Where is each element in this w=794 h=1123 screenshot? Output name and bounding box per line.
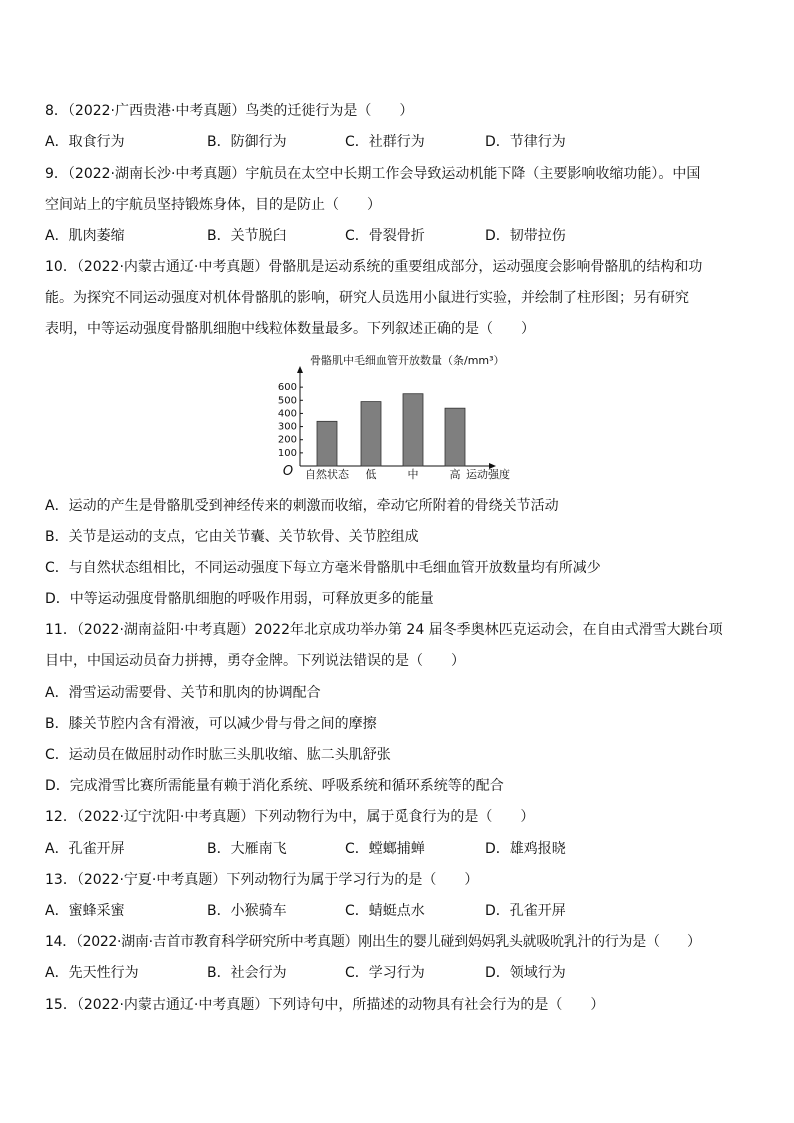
question-11-stem-line-2: 目中，中国运动员奋力拼搏，勇夺金牌。下列说法错误的是（ ） — [45, 653, 465, 669]
option-b: B．防御行为 — [207, 134, 287, 150]
question-15-stem: 15．（2022·内蒙古通辽·中考真题）下列诗句中，所描述的动物具有社会行为的是（ ） — [45, 997, 605, 1013]
question-10-stem-line-2: 能。为探究不同运动强度对机体骨骼肌的影响，研究人员选用小鼠进行实验，并绘制了柱形图；另有研究 — [45, 290, 689, 306]
x-axis-label: 运动强度 — [466, 468, 510, 481]
question-9-stem-line-1: 9．（2022·湖南长沙·中考真题）宇航员在太空中长期工作会导致运动机能下降（主要影响收缩功能）。中国 — [45, 166, 701, 182]
question-10-option-a: A．运动的产生是骨骼肌受到神经传来的刺激而收缩，牵动它所附着的骨绕关节活动 — [45, 498, 559, 514]
y-tick-label: 400 — [277, 408, 297, 420]
question-8-stem: 8．（2022·广西贵港·中考真题）鸟类的迁徙行为是（ ） — [45, 103, 414, 119]
bar — [317, 421, 337, 466]
option-c: C．蜻蜓点水 — [345, 903, 425, 919]
question-10-option-c: C．与自然状态组相比，不同运动强度下每立方毫米骨骼肌中毛细血管开放数量均有所减少 — [45, 560, 601, 576]
question-10-option-d: D．中等运动强度骨骼肌细胞的呼吸作用弱，可释放更多的能量 — [45, 591, 434, 607]
question-11-stem-line-1: 11．（2022·湖南益阳·中考真题）2022年北京成功举办第 24 届冬季奥林匹克运动会，在自由式滑雪大跳台项 — [45, 622, 723, 638]
y-axis-arrow — [297, 366, 303, 373]
question-12-options — [45, 840, 755, 858]
option-b: B．社会行为 — [207, 965, 287, 981]
option-c: C．社群行为 — [345, 134, 425, 150]
x-tick-label: 低 — [365, 468, 377, 481]
question-12-stem: 12．（2022·辽宁沈阳·中考真题）下列动物行为中，属于觅食行为的是（ ） — [45, 809, 535, 825]
y-tick-label: 300 — [277, 421, 297, 433]
question-10-option-b: B．关节是运动的支点，它由关节囊、关节软骨、关节腔组成 — [45, 529, 419, 545]
y-tick-label: 500 — [277, 395, 297, 407]
chart-title: 骨骼肌中毛细血管开放数量（条/mm³） — [310, 354, 505, 367]
question-14-options — [45, 964, 755, 982]
bar — [403, 394, 423, 466]
chart-bars — [317, 394, 465, 466]
x-tick-label: 高 — [449, 468, 461, 481]
option-d: D．领域行为 — [485, 965, 566, 981]
question-13-stem: 13．（2022·宁夏·中考真题）下列动物行为属于学习行为的是（ ） — [45, 872, 479, 888]
option-d: D．孔雀开屏 — [485, 903, 566, 919]
option-d: D．韧带拉伤 — [485, 228, 566, 244]
y-tick-label: 100 — [277, 447, 297, 459]
question-11-option-d: D．完成滑雪比赛所需能量有赖于消化系统、呼吸系统和循环系统等的配合 — [45, 778, 504, 794]
option-a: A．蜜蜂采蜜 — [45, 903, 125, 919]
x-tick-label: 中 — [407, 468, 419, 481]
question-11-option-b: B．膝关节腔内含有滑液，可以减少骨与骨之间的摩擦 — [45, 716, 377, 732]
y-tick-label: 600 — [277, 382, 297, 394]
option-a: A．肌肉萎缩 — [45, 228, 125, 244]
question-10-stem-line-3: 表明，中等运动强度骨骼肌细胞中线粒体数量最多。下列叙述正确的是（ ） — [45, 321, 535, 337]
y-tick-label: 200 — [277, 434, 297, 446]
question-9-options — [45, 227, 755, 245]
chart-svg — [270, 352, 520, 492]
option-d: D．节律行为 — [485, 134, 566, 150]
question-13-options — [45, 902, 755, 920]
question-9-stem-line-2: 空间站上的宇航员坚持锻炼身体，目的是防止（ ） — [45, 197, 381, 213]
option-d: D．雄鸡报晓 — [485, 841, 566, 857]
question-14-stem: 14．（2022·湖南·吉首市教育科学研究所中考真题）刚出生的婴儿碰到妈妈乳头就吸吮乳汁的行为是（ ） — [45, 934, 701, 950]
bar — [445, 408, 465, 466]
option-a: A．先天性行为 — [45, 965, 139, 981]
question-8-options — [45, 133, 755, 151]
option-b: B．小猴骑车 — [207, 903, 287, 919]
capillary-bar-chart — [270, 352, 520, 492]
x-tick-label: 自然状态 — [305, 468, 349, 481]
bar — [361, 402, 381, 466]
origin-label: O — [282, 464, 294, 479]
option-a: A．取食行为 — [45, 134, 125, 150]
option-c: C．螳螂捕蝉 — [345, 841, 425, 857]
option-b: B．关节脱臼 — [207, 228, 287, 244]
question-10-stem-line-1: 10．（2022·内蒙古通辽·中考真题）骨骼肌是运动系统的重要组成部分，运动强度会影响骨骼肌的结构和功 — [45, 259, 703, 275]
question-11-option-a: A．滑雪运动需要骨、关节和肌肉的协调配合 — [45, 685, 321, 701]
option-a: A．孔雀开屏 — [45, 841, 125, 857]
option-c: C．骨裂骨折 — [345, 228, 425, 244]
option-c: C．学习行为 — [345, 965, 425, 981]
option-b: B．大雁南飞 — [207, 841, 287, 857]
question-11-option-c: C．运动员在做屈肘动作时肱三头肌收缩、肱二头肌舒张 — [45, 747, 391, 763]
